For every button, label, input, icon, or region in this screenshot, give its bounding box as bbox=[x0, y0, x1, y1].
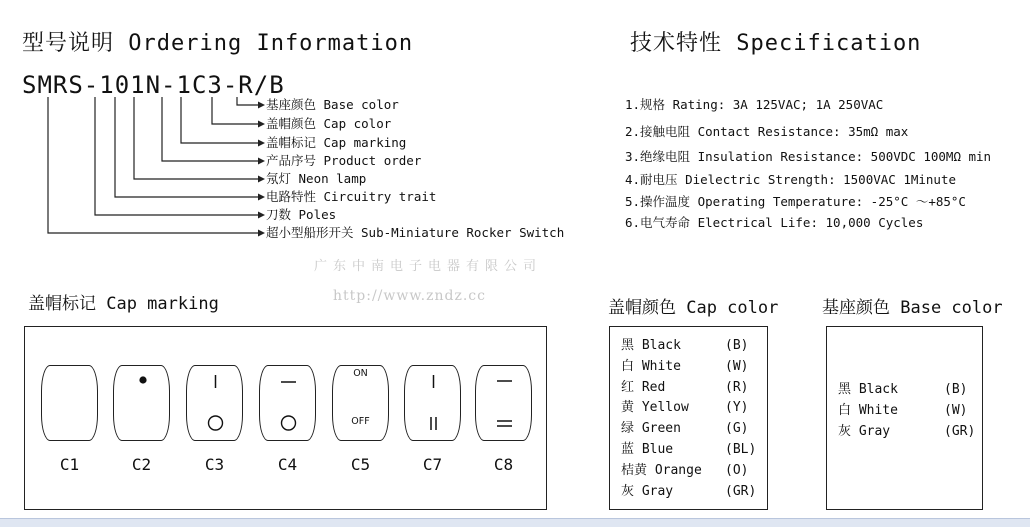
legend-product-order: 产品序号 Product order bbox=[266, 153, 422, 168]
cap-color-table bbox=[621, 336, 759, 502]
cap-label-c8: C8 bbox=[493, 455, 514, 474]
color-name: 白 White bbox=[621, 358, 681, 374]
color-code: (W) bbox=[725, 358, 749, 374]
base-color-table bbox=[838, 380, 978, 442]
off-text: OFF bbox=[351, 416, 370, 427]
dash-equals-icon bbox=[476, 366, 533, 442]
spec-item-operating-temperature: 5.操作温度 Operating Temperature: -25°C ～+85°C bbox=[625, 194, 966, 209]
cap-color-row bbox=[621, 378, 759, 399]
spec-item-insulation-resistance: 3.绝缘电阻 Insulation Resistance: 500VDC 100MΩ min bbox=[625, 149, 992, 164]
color-name: 蓝 Blue bbox=[621, 441, 674, 457]
cap-color-row bbox=[621, 419, 759, 440]
color-name: 黄 Yellow bbox=[621, 400, 689, 416]
color-name: 桔黄 Orange bbox=[621, 462, 702, 478]
color-code: (GR) bbox=[725, 483, 757, 499]
color-name: 灰 Gray bbox=[838, 423, 891, 439]
base-color-title: 基座颜色 Base color bbox=[822, 298, 1003, 318]
color-code: (W) bbox=[944, 402, 968, 418]
leader-neon-lamp bbox=[134, 97, 258, 179]
color-name: 白 White bbox=[838, 402, 898, 418]
rocker-c1 bbox=[41, 365, 98, 441]
rocker-c8 bbox=[475, 365, 532, 441]
rocker-c7 bbox=[404, 365, 461, 441]
leader-switch bbox=[48, 97, 258, 233]
rocker-c4 bbox=[259, 365, 316, 441]
color-code: (B) bbox=[725, 338, 749, 353]
base-color-row bbox=[838, 380, 978, 401]
legend-switch: 超小型船形开关 Sub-Miniature Rocker Switch bbox=[266, 225, 565, 240]
cap-color-row bbox=[621, 440, 759, 461]
rocker-c2 bbox=[113, 365, 170, 441]
leader-base-color bbox=[237, 97, 258, 105]
base-color-row bbox=[838, 401, 978, 422]
dash-circle-icon bbox=[260, 366, 317, 442]
leader-cap-marking bbox=[181, 97, 258, 143]
cap-label-c3: C3 bbox=[204, 455, 225, 474]
on-text: ON bbox=[353, 368, 368, 379]
cap-label-c4: C4 bbox=[277, 455, 298, 474]
legend-cap-color: 盖帽颜色 Cap color bbox=[266, 116, 392, 131]
color-name: 红 Red bbox=[621, 379, 666, 395]
cap-color-row bbox=[621, 461, 759, 482]
cap-label-c7: C7 bbox=[422, 455, 443, 474]
legend-cap-marking: 盖帽标记 Cap marking bbox=[266, 135, 407, 150]
cap-color-title: 盖帽颜色 Cap color bbox=[608, 298, 779, 318]
leader-cap-color bbox=[212, 97, 258, 124]
watermark-company: 广东中南电子电器有限公司 bbox=[314, 259, 543, 274]
color-code: (B) bbox=[944, 382, 968, 397]
spec-item-rating: 1.规格 Rating: 3A 125VAC; 1A 250VAC bbox=[625, 97, 884, 112]
base-color-row bbox=[838, 422, 978, 443]
cap-color-row bbox=[621, 336, 759, 357]
cap-label-c5: C5 bbox=[350, 455, 371, 474]
spec-item-electrical-life: 6.电气寿命 Electrical Life: 10,000 Cycles bbox=[625, 215, 924, 230]
color-name: 黑 Black bbox=[838, 382, 898, 397]
spec-item-dielectric-strength: 4.耐电压 Dielectric Strength: 1500VAC 1Minute bbox=[625, 172, 956, 187]
legend-poles: 刀数 Poles bbox=[266, 207, 337, 222]
color-code: (G) bbox=[725, 421, 749, 437]
cap-label-c2: C2 bbox=[131, 455, 152, 474]
bar-doublebar-icon bbox=[405, 366, 462, 442]
dot-icon bbox=[114, 366, 171, 442]
watermark-url: http://www.zndz.cc bbox=[333, 288, 486, 304]
color-code: (BL) bbox=[725, 441, 757, 457]
power-bar-circle-icon bbox=[187, 366, 244, 442]
ordering-title: 型号说明 Ordering Information bbox=[22, 31, 414, 56]
legend-neon-lamp: 氖灯 Neon lamp bbox=[266, 171, 367, 186]
model-code: SMRS-101N-1C3-R/B bbox=[22, 71, 285, 99]
color-code: (R) bbox=[725, 379, 749, 395]
rocker-c5 bbox=[332, 365, 389, 441]
cap-color-row bbox=[621, 357, 759, 378]
color-code: (O) bbox=[725, 462, 749, 478]
color-name: 黑 Black bbox=[621, 338, 681, 353]
legend-circuitry: 电路特性 Circuitry trait bbox=[266, 189, 437, 204]
rocker-c3 bbox=[186, 365, 243, 441]
spec-title: 技术特性 Specification bbox=[630, 31, 922, 56]
color-name: 绿 Green bbox=[621, 421, 681, 437]
color-code: (Y) bbox=[725, 400, 749, 416]
cap-label-c1: C1 bbox=[59, 455, 80, 474]
leader-product-order bbox=[162, 97, 258, 161]
cap-color-row bbox=[621, 398, 759, 419]
cap-marking-title: 盖帽标记 Cap marking bbox=[28, 294, 219, 314]
color-code: (GR) bbox=[944, 423, 976, 439]
legend-base-color: 基座颜色 Base color bbox=[266, 97, 399, 112]
color-name: 灰 Gray bbox=[621, 483, 674, 499]
leader-circuitry bbox=[115, 97, 258, 197]
spec-item-contact-resistance: 2.接触电阻 Contact Resistance: 35mΩ max bbox=[625, 124, 909, 139]
cap-color-row bbox=[621, 482, 759, 503]
